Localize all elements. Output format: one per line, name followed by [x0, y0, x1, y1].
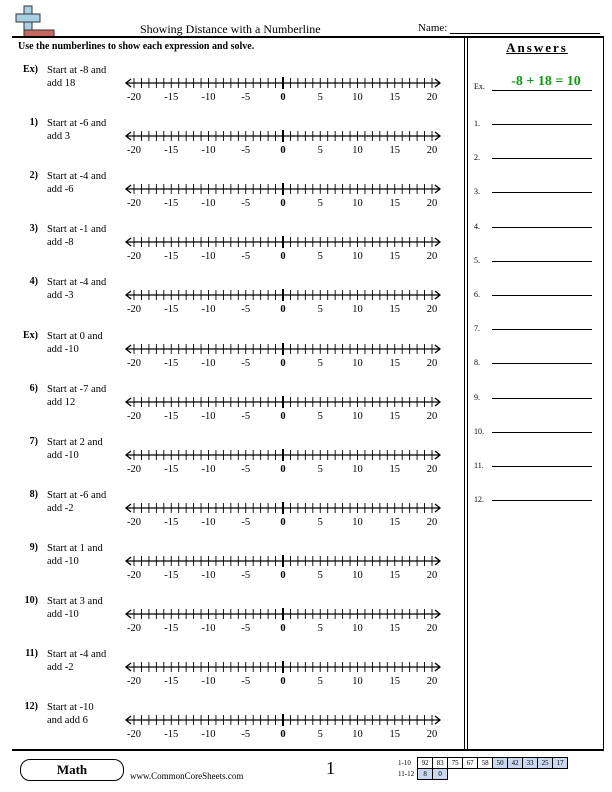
numberline-tick-label: -20: [127, 92, 141, 103]
numberline-svg: [122, 656, 444, 690]
problem-text-line: add -10: [47, 344, 79, 355]
score-cell: 25: [538, 758, 553, 769]
numberline-tick-label: -5: [241, 145, 251, 156]
numberline-tick-label: 20: [426, 92, 438, 103]
score-table: [396, 757, 568, 780]
numberline-tick-label: 5: [317, 198, 323, 209]
problem-text: [47, 489, 129, 515]
numberline-tick-label: 20: [426, 145, 438, 156]
numberline-tick-label: -15: [164, 623, 179, 634]
answer-line[interactable]: [492, 432, 592, 433]
numberline-tick-label: 10: [352, 145, 363, 156]
numberline[interactable]: [122, 444, 444, 478]
problem-label: 6): [29, 383, 38, 394]
numberline-tick-label: -15: [164, 464, 179, 475]
numberline-tick-label: -10: [201, 729, 216, 740]
numberline-tick-label: 5: [317, 676, 323, 687]
numberline-tick-label: 15: [389, 411, 400, 422]
answer-label: 4.: [474, 222, 480, 231]
numberline-tick-label: 15: [389, 198, 400, 209]
numberline-svg: [122, 338, 444, 372]
numberline-tick-label: 15: [389, 358, 400, 369]
answer-line[interactable]: [492, 227, 592, 228]
answers-title: Answers: [506, 40, 568, 55]
numberline-tick-label: 20: [426, 251, 438, 262]
numberline-tick-label: -20: [127, 517, 141, 528]
problem-text: [47, 383, 129, 409]
answer-line[interactable]: [492, 398, 592, 399]
problem-text-line: add -10: [47, 450, 79, 461]
problem-text: [47, 64, 129, 90]
numberline-tick-label: -5: [241, 464, 251, 475]
problem-text-line: Start at 1 and: [47, 543, 103, 554]
numberline-tick-label: -10: [201, 411, 216, 422]
numberline-tick-label: -20: [127, 570, 141, 581]
answer-line[interactable]: [492, 466, 592, 467]
answer-line[interactable]: [492, 295, 592, 296]
problem-text-line: add -3: [47, 290, 74, 301]
numberline-svg: [122, 497, 444, 531]
problem-text: [47, 170, 129, 196]
numberline-svg: [122, 284, 444, 318]
numberline-tick-label: -15: [164, 251, 179, 262]
numberline-svg: [122, 391, 444, 425]
numberline-tick-label: -5: [241, 517, 251, 528]
problem-text: [47, 330, 129, 356]
problem-label: 10): [24, 595, 38, 606]
numberline-tick-label: 0: [280, 251, 286, 262]
problem-text-line: Start at -1 and: [47, 224, 107, 235]
answer-line[interactable]: [492, 158, 592, 159]
numberline-tick-label: -20: [127, 251, 141, 262]
problem-text-line: and add 6: [47, 715, 88, 726]
numberline-tick-label: 0: [280, 304, 286, 315]
site-url: www.CommonCoreSheets.com: [130, 771, 244, 781]
problem-label: 12): [24, 701, 38, 712]
numberline[interactable]: [122, 125, 444, 159]
numberline-tick-label: 5: [317, 411, 323, 422]
problem-text-line: add -10: [47, 556, 79, 567]
answer-label: 2.: [474, 153, 480, 162]
numberline-tick-label: -10: [201, 145, 216, 156]
score-cell: 75: [448, 758, 463, 769]
numberline[interactable]: [122, 550, 444, 584]
numberline-tick-label: 5: [317, 251, 323, 262]
numberline-tick-label: -15: [164, 517, 179, 528]
score-cell: 33: [523, 758, 538, 769]
numberline-tick-label: -20: [127, 145, 141, 156]
problem-text-line: Start at -10: [47, 702, 94, 713]
problem-text-line: Start at -6 and: [47, 118, 107, 129]
page-number: 1: [326, 758, 335, 778]
answer-line[interactable]: [492, 363, 592, 364]
numberline-svg: [122, 603, 444, 637]
numberline-tick-label: -20: [127, 358, 141, 369]
numberline-tick-label: -10: [201, 623, 216, 634]
numberline-tick-label: 0: [280, 358, 286, 369]
instructions: Use the numberlines to show each expression and solve.: [18, 41, 255, 52]
score-row: [396, 758, 568, 769]
problem-label: 1): [29, 117, 38, 128]
numberline-tick-label: 0: [280, 464, 286, 475]
numberline-tick-label: -5: [241, 676, 251, 687]
numberline-tick-label: 20: [426, 198, 438, 209]
problem-text-line: add 12: [47, 397, 76, 408]
numberline-tick-label: 5: [317, 464, 323, 475]
page-border-right: [603, 36, 604, 750]
numberline-tick-label: -5: [241, 92, 251, 103]
numberline-tick-label: -10: [201, 198, 216, 209]
problem-text-line: Start at -7 and: [47, 384, 107, 395]
numberline-tick-label: -20: [127, 676, 141, 687]
numberline-tick-label: -15: [164, 676, 179, 687]
problem-text-line: Start at 3 and: [47, 596, 103, 607]
numberline[interactable]: [122, 72, 444, 106]
numberline-tick-label: -5: [241, 304, 251, 315]
problem-text-line: add -8: [47, 237, 74, 248]
numberline-tick-label: 5: [317, 304, 323, 315]
numberline-tick-label: 10: [352, 570, 363, 581]
problem-text-line: Start at -8 and: [47, 65, 107, 76]
numberline[interactable]: [122, 603, 444, 637]
numberline-tick-label: -5: [241, 623, 251, 634]
problem-label: 3): [29, 223, 38, 234]
numberline-tick-label: -10: [201, 676, 216, 687]
numberline[interactable]: [122, 338, 444, 372]
answer-line[interactable]: [492, 192, 592, 193]
numberline-tick-label: -5: [241, 251, 251, 262]
problem-text: [47, 223, 129, 249]
numberline-tick-label: 20: [426, 676, 438, 687]
numberline-tick-label: 0: [280, 145, 286, 156]
numberline[interactable]: [122, 178, 444, 212]
numberline-svg: [122, 125, 444, 159]
numberline[interactable]: [122, 284, 444, 318]
numberline[interactable]: [122, 709, 444, 743]
column-divider: [467, 36, 468, 750]
problem-text-line: add -2: [47, 503, 74, 514]
numberline-tick-label: -5: [241, 411, 251, 422]
numberline-tick-label: 10: [352, 464, 363, 475]
answer-label: 10.: [474, 427, 484, 436]
numberline-tick-label: -5: [241, 198, 251, 209]
score-cell: 58: [478, 758, 493, 769]
numberline-tick-label: 20: [426, 358, 438, 369]
answer-label: 3.: [474, 187, 480, 196]
answer-label: 1.: [474, 119, 480, 128]
numberline-tick-label: -20: [127, 464, 141, 475]
numberline-tick-label: 0: [280, 92, 286, 103]
problem-text: [47, 542, 129, 568]
numberline-tick-label: -5: [241, 570, 251, 581]
column-divider: [464, 36, 465, 750]
numberline-tick-label: 20: [426, 464, 438, 475]
numberline-tick-label: -15: [164, 570, 179, 581]
numberline-tick-label: 15: [389, 145, 400, 156]
numberline-tick-label: 10: [352, 198, 363, 209]
math-badge: Math: [20, 759, 124, 781]
numberline-tick-label: 10: [352, 304, 363, 315]
numberline-tick-label: -15: [164, 729, 179, 740]
numberline-tick-label: -10: [201, 92, 216, 103]
numberline-tick-label: 5: [317, 358, 323, 369]
problem-text-line: add -10: [47, 609, 79, 620]
numberline-tick-label: -20: [127, 304, 141, 315]
numberline-tick-label: 5: [317, 623, 323, 634]
numberline-tick-label: -15: [164, 304, 179, 315]
header-rule: [12, 36, 604, 38]
numberline-tick-label: 15: [389, 517, 400, 528]
numberline-tick-label: 20: [426, 729, 438, 740]
problem-text: [47, 276, 129, 302]
problem-text-line: add -2: [47, 662, 74, 673]
answer-line[interactable]: [492, 124, 592, 125]
numberline-tick-label: -15: [164, 145, 179, 156]
numberline-tick-label: -5: [241, 358, 251, 369]
numberline-tick-label: 10: [352, 623, 363, 634]
numberline-tick-label: 15: [389, 570, 400, 581]
problem-text-line: Start at 2 and: [47, 437, 103, 448]
numberline-tick-label: 5: [317, 517, 323, 528]
numberline-tick-label: 20: [426, 304, 438, 315]
numberline-tick-label: 15: [389, 92, 400, 103]
numberline-tick-label: 5: [317, 145, 323, 156]
numberline-tick-label: 15: [389, 251, 400, 262]
score-cell: 83: [433, 758, 448, 769]
answer-example-label: Ex.: [474, 82, 485, 91]
numberline-tick-label: -10: [201, 464, 216, 475]
score-cell: 42: [508, 758, 523, 769]
page-title: Showing Distance with a Numberline: [140, 22, 321, 36]
numberline-tick-label: 10: [352, 517, 363, 528]
numberline-tick-label: 0: [280, 517, 286, 528]
numberline-tick-label: 10: [352, 92, 363, 103]
numberline[interactable]: [122, 497, 444, 531]
problem-text-line: Start at -4 and: [47, 171, 107, 182]
numberline-tick-label: -20: [127, 411, 141, 422]
numberline-tick-label: 0: [280, 570, 286, 581]
numberline[interactable]: [122, 656, 444, 690]
numberline-tick-label: 5: [317, 570, 323, 581]
answer-label: 11.: [474, 461, 484, 470]
name-label: Name:: [418, 22, 448, 34]
score-cell: 67: [463, 758, 478, 769]
answer-example: -8 + 18 = 10: [511, 74, 581, 89]
answer-line[interactable]: [492, 500, 592, 501]
score-cell: 92: [418, 758, 433, 769]
numberline-svg: [122, 444, 444, 478]
numberline-svg: [122, 709, 444, 743]
numberline-tick-label: 10: [352, 251, 363, 262]
numberline-tick-label: 5: [317, 92, 323, 103]
numberline-tick-label: -10: [201, 304, 216, 315]
problem-text-line: add 18: [47, 78, 76, 89]
numberline-tick-label: 20: [426, 517, 438, 528]
numberline-tick-label: 15: [389, 304, 400, 315]
problem-label: 7): [29, 436, 38, 447]
numberline-tick-label: 15: [389, 623, 400, 634]
numberline[interactable]: [122, 391, 444, 425]
numberline-tick-label: 15: [389, 729, 400, 740]
answer-line[interactable]: [492, 261, 592, 262]
answer-label: 12.: [474, 495, 484, 504]
answer-label: 9.: [474, 393, 480, 402]
numberline-tick-label: 0: [280, 411, 286, 422]
score-row-label: 1-10: [398, 759, 411, 767]
name-line: [450, 33, 600, 34]
numberline-tick-label: 10: [352, 729, 363, 740]
problem-label: 11): [25, 648, 38, 659]
numberline-tick-label: -15: [164, 411, 179, 422]
plus-minus-logo-icon: [10, 4, 56, 38]
score-row-label: 11-12: [398, 770, 415, 778]
problem-text: [47, 595, 129, 621]
problem-text-line: Start at -4 and: [47, 649, 107, 660]
numberline-tick-label: 10: [352, 676, 363, 687]
problem-label: 2): [29, 170, 38, 181]
numberline-tick-label: 15: [389, 464, 400, 475]
numberline-tick-label: -15: [164, 92, 179, 103]
numberline-tick-label: 20: [426, 623, 438, 634]
problem-text-line: add 3: [47, 131, 71, 142]
problem-text: [47, 117, 129, 143]
numberline-tick-label: -20: [127, 729, 141, 740]
numberline-tick-label: 10: [352, 411, 363, 422]
problem-text: [47, 701, 129, 727]
numberline-tick-label: 10: [352, 358, 363, 369]
answer-label: 5.: [474, 256, 480, 265]
answer-label: 7.: [474, 324, 480, 333]
problem-label: Ex): [23, 330, 38, 341]
answer-line[interactable]: [492, 329, 592, 330]
numberline-tick-label: 15: [389, 676, 400, 687]
score-row: [396, 769, 568, 780]
problem-text: [47, 436, 129, 462]
problem-label: 4): [29, 276, 38, 287]
answer-label: 8.: [474, 358, 480, 367]
answer-label: 6.: [474, 290, 480, 299]
numberline-tick-label: 5: [317, 729, 323, 740]
score-cell: 50: [493, 758, 508, 769]
numberline-tick-label: 0: [280, 623, 286, 634]
answer-line: [492, 90, 592, 91]
numberline-tick-label: -10: [201, 570, 216, 581]
problem-label: 8): [29, 489, 38, 500]
problem-text-line: add -6: [47, 184, 74, 195]
problem-text-line: Start at -6 and: [47, 490, 107, 501]
numberline-tick-label: 0: [280, 729, 286, 740]
numberline-tick-label: 0: [280, 676, 286, 687]
numberline-tick-label: 20: [426, 570, 438, 581]
problem-text-line: Start at -4 and: [47, 277, 107, 288]
numberline-tick-label: -15: [164, 358, 179, 369]
problem-text-line: Start at 0 and: [47, 331, 103, 342]
numberline-tick-label: 20: [426, 411, 438, 422]
numberline-tick-label: -10: [201, 358, 216, 369]
numberline-tick-label: 0: [280, 198, 286, 209]
numberline-tick-label: -15: [164, 198, 179, 209]
score-cell: 0: [433, 769, 448, 780]
score-cell: 17: [553, 758, 568, 769]
problem-text: [47, 648, 129, 674]
problem-label: 9): [29, 542, 38, 553]
numberline-tick-label: -20: [127, 623, 141, 634]
numberline-tick-label: -10: [201, 251, 216, 262]
numberline-tick-label: -20: [127, 198, 141, 209]
numberline-svg: [122, 231, 444, 265]
numberline[interactable]: [122, 231, 444, 265]
problem-label: Ex): [23, 64, 38, 75]
numberline-svg: [122, 178, 444, 212]
numberline-svg: [122, 550, 444, 584]
numberline-tick-label: -5: [241, 729, 251, 740]
numberline-tick-label: -10: [201, 517, 216, 528]
footer-rule: [12, 749, 604, 751]
score-cell: 8: [418, 769, 433, 780]
logo: [10, 4, 56, 38]
numberline-svg: [122, 72, 444, 106]
